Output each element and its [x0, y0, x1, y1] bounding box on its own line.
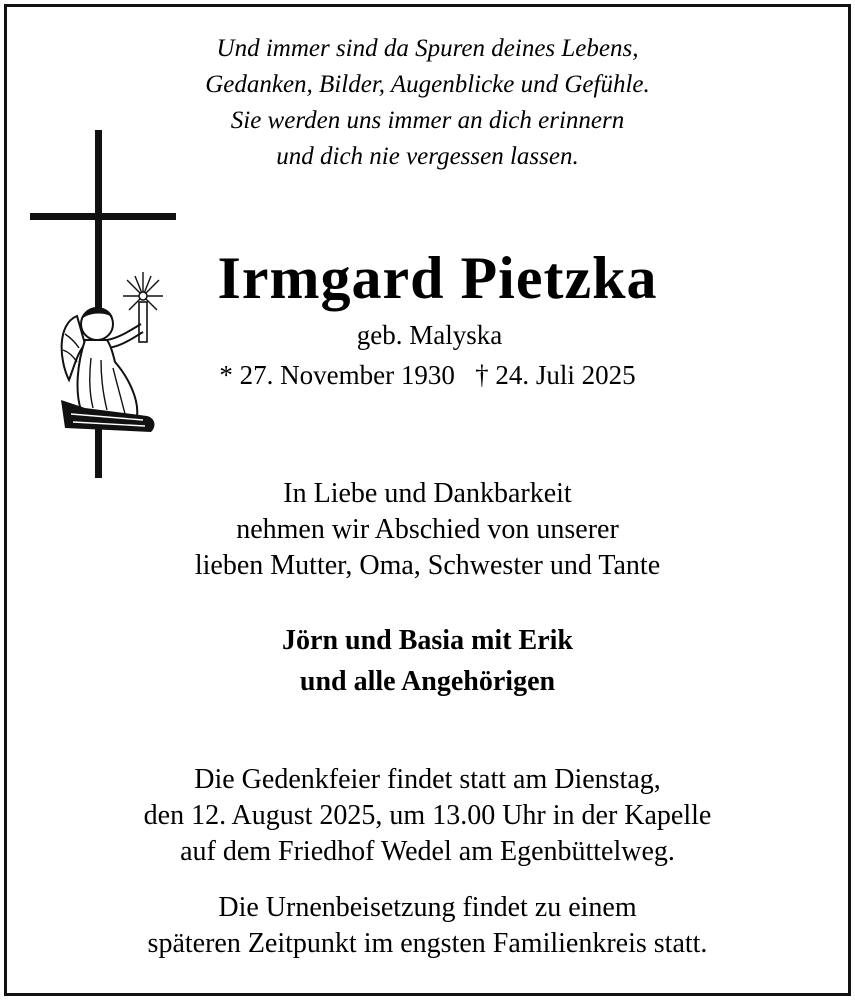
maiden-name: geb. Malyska [356, 320, 503, 350]
poem-line-3: Sie werden uns immer an dich erinnern [230, 107, 625, 134]
poem-line-4: und dich nie vergessen lassen. [276, 143, 579, 170]
mourners-line-1: Jörn und Basia mit Erik [282, 625, 573, 656]
mourners-line-2: und alle Angehörigen [299, 666, 556, 697]
burial-line-2: späteren Zeitpunkt im engsten Familienkreis statt. [147, 928, 708, 959]
poem-line-1: Und immer sind da Spuren deines Lebens, [216, 35, 639, 62]
ceremony-line-1: Die Gedenkfeier findet statt am Dienstag, [194, 764, 661, 795]
farewell-line-2: nehmen wir Abschied von unserer [236, 514, 619, 545]
deceased-name: Irmgard Pietzka [217, 245, 658, 311]
farewell-line-1: In Liebe und Dankbarkeit [283, 478, 572, 509]
ceremony-line-2: den 12. August 2025, um 13.00 Uhr in der Kapelle [143, 800, 712, 831]
poem-line-2: Gedanken, Bilder, Augenblicke und Gefühle. [205, 71, 650, 98]
burial-line-1: Die Urnenbeisetzung findet zu einem [218, 892, 637, 923]
life-dates: * 27. November 1930 † 24. Juli 2025 [219, 360, 636, 390]
farewell-line-3: lieben Mutter, Oma, Schwester und Tante [194, 550, 661, 581]
ceremony-line-3: auf dem Friedhof Wedel am Egenbüttelweg. [180, 836, 675, 867]
